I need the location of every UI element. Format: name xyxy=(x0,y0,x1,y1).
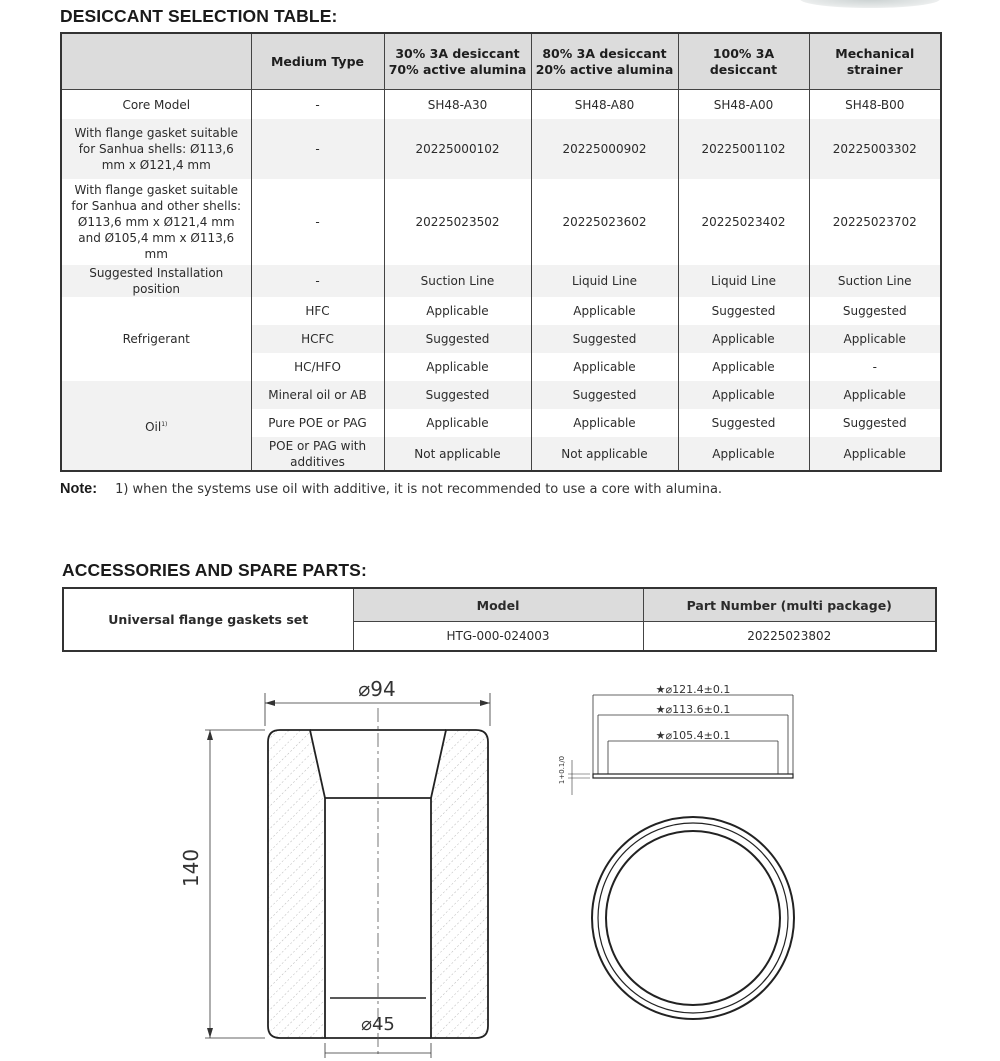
core-right-wall xyxy=(431,730,488,1038)
accessory-row-label: Universal flange gaskets set xyxy=(108,612,309,627)
table-row xyxy=(61,265,941,297)
header-medium-type: Medium Type xyxy=(251,33,384,90)
cell: Suggested xyxy=(384,325,531,353)
cell: Liquid Line xyxy=(678,265,809,297)
cell: 20225000102 xyxy=(384,119,531,179)
cell: HCFC xyxy=(251,325,384,353)
cell: Suggested xyxy=(809,297,941,325)
header-model: Model xyxy=(353,588,643,622)
cell: SH48-A80 xyxy=(531,90,678,120)
cell: Applicable xyxy=(384,297,531,325)
oil-label: Oil xyxy=(145,419,162,434)
cell: SH48-A00 xyxy=(678,90,809,120)
row-label-refrigerant: Refrigerant xyxy=(61,297,251,381)
table-row xyxy=(61,297,941,325)
gasket-drawing xyxy=(550,675,810,1061)
cell: - xyxy=(809,353,941,381)
model-value: HTG-000-024003 xyxy=(353,622,643,652)
gasket-mid-ring xyxy=(598,823,788,1013)
header-empty xyxy=(61,33,251,90)
row-label-flange-universal: With flange gasket suitable for Sanhua and other shells: Ø113,6 mm x Ø121,4 mm and Ø105,4 mm x Ø113,6 mm xyxy=(61,179,251,265)
cell: 20225003302 xyxy=(809,119,941,179)
core-left-wall xyxy=(268,730,325,1038)
row-label-installation: Suggested Installation position xyxy=(61,265,251,297)
cell: Suggested xyxy=(678,409,809,437)
row-label-flange-sanhua: With flange gasket suitable for Sanhua shells: Ø113,6 mm x Ø121,4 mm xyxy=(61,119,251,179)
cell: Applicable xyxy=(531,297,678,325)
cell: Applicable xyxy=(384,409,531,437)
selection-table-title: DESICCANT SELECTION TABLE: xyxy=(60,6,338,26)
cell: 20225001102 xyxy=(678,119,809,179)
oil-footnote-ref: 1) xyxy=(161,420,168,428)
table-row xyxy=(61,381,941,409)
cell: Suggested xyxy=(678,297,809,325)
cell: Pure POE or PAG xyxy=(251,409,384,437)
cell: - xyxy=(251,265,384,297)
cell: Suggested xyxy=(384,381,531,409)
cell: 20225023602 xyxy=(531,179,678,265)
note-text: 1) when the systems use oil with additive, it is not recommended to use a core with alumina. xyxy=(115,482,723,497)
core-top-dimension: ⌀94 xyxy=(358,677,396,701)
cell: SH48-A30 xyxy=(384,90,531,120)
gasket-dim-121: ★⌀121.4±0.1 xyxy=(655,683,731,696)
gasket-outer-ring xyxy=(592,817,794,1019)
gasket-inner-ring xyxy=(606,831,780,1005)
row-label-core-model: Core Model xyxy=(61,90,251,120)
cell: Suction Line xyxy=(384,265,531,297)
cell: SH48-B00 xyxy=(809,90,941,120)
cell: 20225023502 xyxy=(384,179,531,265)
cell: HC/HFO xyxy=(251,353,384,381)
table-header-row xyxy=(61,33,941,90)
footnote xyxy=(60,481,722,497)
accessories-title: ACCESSORIES AND SPARE PARTS: xyxy=(62,560,367,580)
core-height-dimension: 140 xyxy=(179,848,203,888)
cell: Applicable xyxy=(531,353,678,381)
cell: 20225000902 xyxy=(531,119,678,179)
cell: Applicable xyxy=(678,325,809,353)
cell: POE or PAG with additives xyxy=(251,437,384,471)
gasket-dim-105: ★⌀105.4±0.1 xyxy=(655,729,731,742)
header-a00: 100% 3A desiccant xyxy=(678,33,809,90)
cell: Mineral oil or AB xyxy=(251,381,384,409)
cell: Applicable xyxy=(678,381,809,409)
table-row xyxy=(61,90,941,120)
cell: Suggested xyxy=(531,325,678,353)
cell: - xyxy=(251,179,384,265)
cell: Applicable xyxy=(678,353,809,381)
cell: Not applicable xyxy=(384,437,531,471)
decorative-product-shadow xyxy=(800,0,940,8)
cell: Applicable xyxy=(809,325,941,353)
core-bottom-dimension: ⌀45 xyxy=(361,1014,395,1035)
gasket-dim-113: ★⌀113.6±0.1 xyxy=(655,703,731,716)
cell: 20225023402 xyxy=(678,179,809,265)
cell: Applicable xyxy=(531,409,678,437)
row-label-oil xyxy=(61,381,251,471)
accessories-table xyxy=(62,587,937,652)
cell: 20225023702 xyxy=(809,179,941,265)
cell: Suggested xyxy=(531,381,678,409)
cell: - xyxy=(251,90,384,120)
cell: Suction Line xyxy=(809,265,941,297)
desiccant-selection-table xyxy=(60,32,942,472)
cell: Suggested xyxy=(809,409,941,437)
cell: HFC xyxy=(251,297,384,325)
header-b00: Mechanical strainer xyxy=(809,33,941,90)
header-part-number: Part Number (multi package) xyxy=(643,588,936,622)
note-label: Note: xyxy=(60,481,98,497)
cell: Applicable xyxy=(384,353,531,381)
table-row xyxy=(61,119,941,179)
header-a80: 80% 3A desiccant 20% active alumina xyxy=(531,33,678,90)
header-a30: 30% 3A desiccant 70% active alumina xyxy=(384,33,531,90)
cell: - xyxy=(251,119,384,179)
gasket-thickness-dim: 1+0.1/0 xyxy=(558,755,566,785)
core-section-drawing xyxy=(170,668,530,1061)
cell: Applicable xyxy=(809,381,941,409)
cell: Liquid Line xyxy=(531,265,678,297)
cell: Applicable xyxy=(809,437,941,471)
cell: Not applicable xyxy=(531,437,678,471)
table-row xyxy=(61,179,941,265)
cell: Applicable xyxy=(678,437,809,471)
part-number-value: 20225023802 xyxy=(643,622,936,652)
